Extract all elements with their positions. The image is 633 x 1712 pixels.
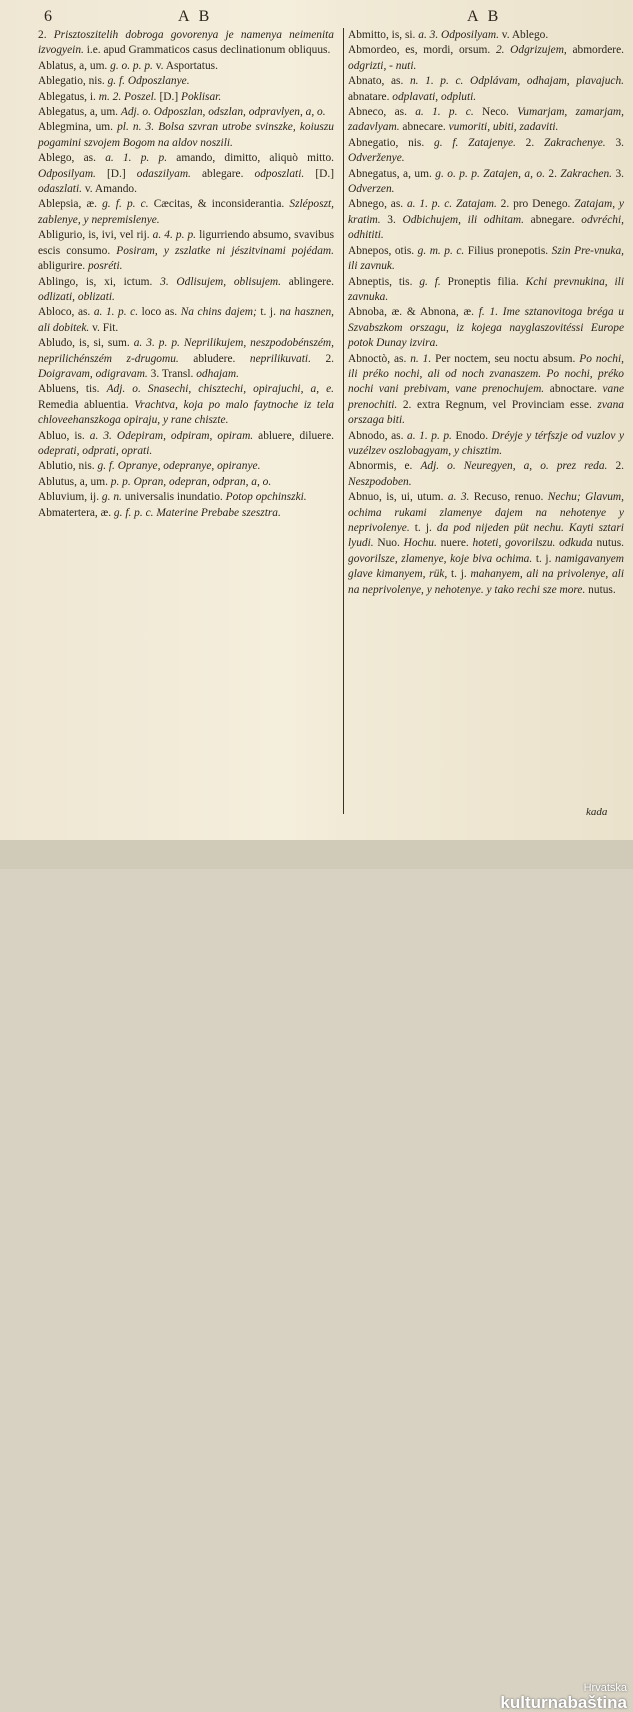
entry-italic-text: m. 2. Poszel. — [98, 90, 157, 103]
right-running-head: A B — [467, 8, 502, 25]
entry-italic-text: a. 3. p. p. Neprilikujem, neszpodobénszém, neprilichénszém z-drugomu. — [38, 337, 335, 365]
entry-italic-text: odvréchi, odhititi. — [348, 213, 624, 242]
entry-text: ablingere. — [281, 275, 334, 288]
entry-italic-text: Odverženye. — [348, 152, 405, 165]
dictionary-entry — [38, 59, 334, 74]
catchword: kada — [586, 806, 608, 818]
entry-text: abligurire. — [38, 260, 88, 273]
entry-text: 3. — [380, 213, 403, 226]
entry-italic-text: Vrachtva, koja po malo faytnoche iz tela chloveehanszkoga opiraju, y rane chiszte. — [38, 398, 334, 427]
entry-text: v. Asportatus. — [152, 59, 218, 72]
entry-italic-text: Szin Pre-vnuka, ili zavnuk. — [348, 244, 624, 273]
entry-text: i.e. apud Grammaticos casus declinationum obliquus. — [83, 44, 331, 57]
entry-italic-text: p. p. Opran, odepran, odpran, a, o. — [110, 475, 272, 488]
entry-italic-text: govorilsze, zlamenye, koje biva ochima. — [348, 552, 533, 565]
entry-italic-text: odaszlati. — [38, 183, 82, 196]
entry-italic-text: Adj. o. Neuregyen, a, o. prez reda. — [420, 460, 608, 473]
entry-italic-text: 2. Odgrizujem, — [495, 44, 567, 57]
entry-italic-text: Na chins dajem; — [180, 306, 257, 319]
entry-italic-text: vane prenochiti. — [348, 383, 625, 411]
entry-italic-text: a. 1. p. c. — [415, 106, 474, 119]
entry-text: Cæcitas, & inconsiderantia. — [148, 198, 290, 211]
watermark-line2: kulturnabaština — [500, 1693, 627, 1712]
entry-text: loco as. — [138, 306, 181, 319]
entry-text: Abnato, as. — [348, 75, 410, 88]
entry-text: Ablegatus, a, um. — [38, 106, 121, 119]
dictionary-entry — [348, 429, 624, 460]
dictionary-entry — [38, 74, 334, 89]
dictionary-entry — [38, 336, 334, 382]
dictionary-entry — [38, 151, 334, 197]
entry-italic-text: Potop opchinszki. — [225, 491, 307, 504]
dictionary-entry — [38, 506, 334, 521]
entry-text: Abluo, is. — [38, 429, 90, 442]
entry-text: 2. — [515, 136, 544, 149]
entry-text: nuere. — [436, 537, 473, 550]
entry-text: nutus. — [585, 583, 616, 596]
entry-text: 2. pro Denego. — [496, 198, 575, 211]
entry-text: v. Ablego. — [498, 29, 549, 41]
entry-text: Abluens, tis. — [38, 383, 107, 396]
entry-text: Abloco, as. — [38, 306, 94, 319]
dictionary-entry — [38, 382, 334, 428]
entry-text: 3. Transl. — [147, 367, 197, 380]
entry-text: v. Amando. — [82, 183, 137, 196]
entry-italic-text: a. 1. p. p. — [407, 429, 452, 442]
entry-italic-text: n. 1. — [410, 352, 432, 365]
dictionary-entry — [38, 429, 334, 460]
entry-italic-text: g. n. — [101, 491, 122, 504]
entry-italic-text: g. m. p. c. — [417, 244, 465, 257]
left-column — [38, 28, 334, 521]
entry-text: 3. — [612, 167, 625, 180]
entry-text: Ablegatus, i. — [38, 90, 99, 103]
entry-text: Ablego, as. — [38, 152, 106, 165]
entry-text: abmordere. — [566, 44, 624, 57]
entry-text: Ablegatio, nis. — [38, 75, 108, 88]
entry-text: Abnoba, æ. & Abnona, æ. — [348, 306, 479, 319]
entry-italic-text: g. f. Zatajenye. — [434, 136, 516, 149]
entry-italic-text: mahanyem, ali na privolenye, ali na neprivolenye, y nehotenye. y tako rechi sze more. — [348, 568, 624, 596]
footer-bar — [0, 840, 633, 1712]
entry-text: 2. — [607, 460, 624, 473]
dictionary-entry — [348, 28, 624, 43]
page-number: 6 — [44, 8, 52, 25]
entry-text: ablegare. — [190, 167, 255, 180]
entry-text: Ablutio, nis. — [38, 460, 98, 473]
entry-italic-text: g. f. p. c. — [102, 198, 149, 211]
entry-italic-text: g. f. Opranye, odepranye, opiranye. — [97, 460, 261, 473]
entry-italic-text: vumoriti, ubiti, zadaviti. — [448, 121, 559, 134]
entry-text: Abluvium, ij. — [38, 491, 102, 504]
dictionary-entry — [38, 120, 334, 151]
entry-italic-text: n. 1. p. c. Odplávam, odhajam, plavajuch. — [409, 75, 624, 88]
entry-text: Proneptis filia. — [440, 275, 526, 288]
entry-text: Filius pronepotis. — [464, 244, 552, 257]
entry-text: [D.] — [95, 167, 137, 180]
entry-italic-text: Odbichujem, ili odhitam. — [402, 213, 524, 226]
dictionary-entry — [348, 197, 624, 243]
entry-italic-text: neprilikuvati. — [249, 352, 311, 365]
entry-text: Enodo. — [451, 429, 492, 442]
entry-italic-text: Posiram, y zszlatke ni jészitvinami pojédam. — [116, 244, 334, 257]
entry-text: Abnegatus, a, um. — [348, 167, 436, 180]
entry-text: Abnego, as. — [348, 198, 407, 211]
watermark-line1: Hrvatska — [583, 1682, 627, 1694]
entry-italic-text: na hasznen, ali dobitek. — [38, 306, 334, 334]
entry-text: 2. — [544, 167, 561, 180]
entry-text: abnecare. — [399, 121, 449, 134]
entry-italic-text: Dréyje y térfszje od vuzlov y vuzélzev oszlobagyam, y chisztim. — [348, 429, 624, 457]
entry-text: t. j. — [409, 522, 437, 534]
entry-italic-text: 3. Odlisujem, oblisujem. — [160, 275, 282, 288]
entry-italic-text: a. 1. p. c. — [93, 306, 139, 319]
dictionary-entry — [348, 136, 624, 167]
dictionary-entry — [348, 105, 624, 136]
entry-text: ligurriendo absumo, svavibus escis consumo. — [38, 229, 334, 257]
dictionary-entry — [38, 105, 334, 120]
entry-italic-text: a. 3. Odepiram, odpiram, opiram. — [89, 429, 254, 442]
dictionary-entry — [348, 490, 624, 598]
entry-text: nutus. — [592, 537, 624, 550]
entry-text: 3. — [605, 136, 624, 149]
entry-text: Abligurio, is, ivi, vel rij. — [38, 229, 153, 242]
entry-text: Ablutus, a, um. — [38, 475, 111, 488]
watermark-logo — [500, 1683, 627, 1711]
entry-text: universalis inundatio. — [121, 491, 226, 504]
left-running-head: A B — [178, 8, 213, 25]
entry-italic-text: Prisztoszitelih dobroga govorenya je namenya neimenita izvogyein. — [38, 29, 335, 57]
right-column — [348, 28, 624, 598]
entry-italic-text: odeprati, odprati, oprati. — [38, 444, 153, 457]
entry-text: Remedia abluentia. — [38, 398, 135, 411]
entry-italic-text: odposzlati. — [254, 167, 305, 180]
entry-text: Abneptis, tis. — [348, 275, 420, 288]
entry-text: abnoctare. — [544, 383, 603, 396]
dictionary-page — [0, 0, 633, 840]
entry-text: Neco. — [473, 106, 518, 119]
entry-text: t. j. — [447, 568, 471, 581]
entry-italic-text: pl. n. 3. Bolsa szvran utrobe svinszke, koiuszu pogamini szvojem Bogom na aldov noszili. — [38, 121, 334, 149]
entry-text: 2. extra Regnum, vel Provinciam esse. — [397, 398, 598, 411]
entry-italic-text: Szléposzt, zablenye, y nepremislenye. — [38, 198, 335, 226]
entry-text: Abnoctò, as. — [348, 352, 411, 365]
entry-italic-text: g. f. p. c. Materine Prebabe szesztra. — [113, 506, 281, 519]
entry-text: Abmatertera, æ. — [38, 506, 114, 519]
dictionary-entry — [348, 167, 624, 198]
entry-italic-text: da pod nijeden püt nechu. Kayti sztari lyudi. — [348, 522, 624, 550]
entry-italic-text: a. 3. — [447, 491, 470, 504]
entry-text: Recuso, renuo. — [469, 491, 548, 504]
dictionary-entry — [348, 459, 624, 490]
dictionary-entry — [38, 197, 334, 228]
entry-text: Ablingo, is, xi, ictum. — [38, 275, 161, 288]
entry-text: Abneco, as. — [348, 106, 416, 119]
entry-italic-text: a. 3. Odposilyam. — [418, 29, 499, 41]
entry-italic-text: zvana orszaga biti. — [348, 398, 624, 427]
entry-text: Abnodo, as. — [348, 429, 408, 442]
entry-text: Ablatus, a, um. — [38, 59, 111, 72]
entry-text: Abnepos, otis. — [348, 244, 418, 257]
dictionary-entry — [348, 43, 624, 74]
column-divider — [343, 28, 344, 814]
entry-text: abludere. — [178, 352, 250, 365]
entry-italic-text: Po nochi, ili préko nochi, ali od noch zvanaszem. Po nochi, préko nochi vani prebivam, vane prenochujem. — [348, 352, 625, 396]
dictionary-entry — [38, 228, 334, 274]
entry-italic-text: g. f. — [419, 275, 441, 288]
dictionary-entry — [348, 352, 624, 429]
entry-italic-text: Poklisar. — [181, 90, 222, 103]
entry-italic-text: odplavati, odpluti. — [392, 90, 477, 103]
dictionary-entry — [38, 490, 334, 505]
entry-text: Abmordeo, es, mordi, orsum. — [348, 44, 496, 57]
entry-italic-text: Zakrachen. — [560, 167, 612, 180]
dictionary-entry — [348, 305, 624, 351]
entry-text: 2. — [310, 352, 334, 365]
entry-text: Ablepsia, æ. — [38, 198, 103, 211]
entry-text: t. j. — [532, 552, 556, 565]
entry-italic-text: a. 1. p. c. Zatajam. — [406, 198, 497, 211]
entry-italic-text: Hochu. — [403, 537, 437, 550]
entry-italic-text: Adj. o. Odposzlan, odszlan, odpravlyen, a, o. — [120, 106, 326, 119]
dictionary-entry — [38, 459, 334, 474]
entry-text: [D.] — [156, 90, 182, 103]
entry-text: Abmitto, is, si. — [348, 29, 419, 41]
dictionary-entry — [348, 74, 624, 105]
entry-text: Ablegmina, um. — [38, 121, 118, 134]
entry-text: Nuo. — [373, 537, 404, 550]
entry-text: Abludo, is, si, sum. — [38, 337, 134, 350]
entry-italic-text: Nechu; Glavum, ochima rukami zlamenye dajem na nehotenye y neprivolenye. — [348, 491, 624, 534]
entry-italic-text: Zakrachenye. — [543, 136, 606, 149]
entry-italic-text: f. 1. Ime sztanovitoga bréga u Szvabszkom orszagu, iz kojega nayglaszovitéssi Europe potok Dunay izvira. — [348, 306, 624, 350]
dictionary-entry — [348, 244, 624, 275]
entry-text: Abnegatio, nis. — [348, 136, 434, 149]
entry-italic-text: g. o. p. p. Zatajen, a, o. — [435, 167, 545, 180]
entry-italic-text: Zatajam, y kratim. — [348, 198, 624, 226]
dictionary-entry — [38, 475, 334, 490]
entry-italic-text: g. f. Odposzlanye. — [107, 75, 190, 88]
entry-italic-text: odgrizti, - nuti. — [348, 59, 417, 72]
entry-text: Per noctem, seu noctu absum. — [431, 352, 580, 365]
entry-italic-text: Doigravam, odigravam. — [38, 367, 148, 380]
entry-italic-text: hoteti, govorilszu. odkuda — [472, 537, 593, 550]
entry-italic-text: odaszilyam. — [136, 167, 191, 180]
entry-text: 2. — [38, 29, 54, 41]
entry-italic-text: Adj. o. Snasechi, chisztechi, opirajuchi, a, e. — [106, 383, 335, 396]
dictionary-entry — [38, 275, 334, 306]
entry-italic-text: odlizati, oblizati. — [38, 290, 115, 303]
entry-italic-text: Neszpodoben. — [348, 475, 412, 488]
entry-text: Abnuo, is, ui, utum. — [348, 491, 448, 504]
entry-italic-text: Odverzen. — [348, 183, 395, 196]
entry-text: amando, dimitto, aliquò mitto. — [167, 152, 335, 165]
entry-italic-text: odhajam. — [196, 367, 239, 380]
entry-text: Abnormis, e. — [348, 460, 421, 473]
dictionary-entry — [38, 305, 334, 336]
entry-italic-text: namigavanyem glave kimanyem, rük, — [348, 552, 624, 581]
entry-italic-text: a. 4. p. p. — [152, 229, 197, 242]
entry-text: t. j. — [256, 306, 280, 319]
entry-italic-text: Vumarjam, zamarjam, zadavlyam. — [348, 106, 625, 134]
entry-italic-text: posréti. — [87, 260, 123, 273]
dictionary-entry — [348, 275, 624, 306]
entry-text: [D.] — [304, 167, 334, 180]
entry-italic-text: Odposilyam. — [38, 167, 96, 180]
dictionary-entry — [38, 90, 334, 105]
entry-italic-text: g. o. p. p. — [110, 59, 153, 72]
entry-text: abnegare. — [524, 213, 582, 226]
entry-text: abnatare. — [348, 90, 393, 103]
entry-text: abluere, diluere. — [253, 429, 334, 442]
entry-italic-text: a. 1. p. p. — [105, 152, 168, 165]
dictionary-entry — [38, 28, 334, 59]
entry-italic-text: Kchi prevnukina, ili zavnuka. — [348, 275, 625, 303]
entry-text: v. Fit. — [89, 321, 119, 334]
